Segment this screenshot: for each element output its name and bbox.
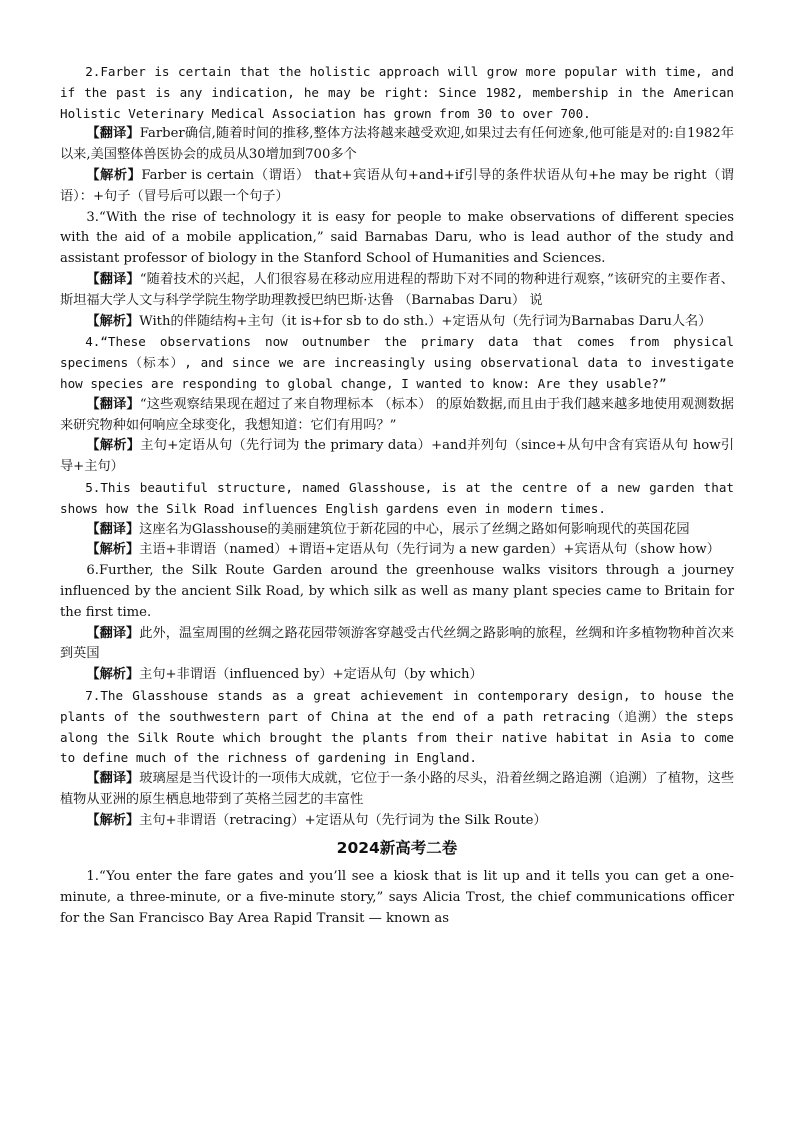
translation-tag: 【翻译】 [86,271,140,287]
english-sentence: 4.“These observations now outnumber the primary data that comes from physical specimens（标本）, and since we are increasingly using observational data to investigate how species are responding to global change, I wanted to know: Are they usable?” [60,334,734,391]
analysis-text: 主句+非谓语（influenced by）+定语从句（by which） [139,667,483,683]
analysis-tag: 【解析】 [86,667,140,683]
translation-text: 玻璃屋是当代设计的一项伟大成就，它位于一条小路的尽头，沿着丝绸之路追溯（追溯）了植物，这些植物从亚洲的原生栖息地带到了英格兰园艺的丰富性 [60,771,735,807]
tail-paragraph: 1.“You enter the fare gates and you’ll see a kiosk that is lit up and it tells you can get a one-minute, a three-minute, or a five-minute story,” says Alicia Trost, the chief communications officer for the San Francisco Bay Area Rapid Transit — known as [60,869,734,927]
analysis-tag: 【解析】 [86,313,140,329]
analysis-line [60,312,734,333]
analysis-line [60,166,734,208]
item-5 [60,478,734,561]
section-heading: 2024新高考二卷 [336,839,458,858]
english-sentence: 2.Farber is certain that the holistic approach will grow more popular with time, and if the past is any indication, he may be right: Since 1982, membership in the American Holistic Veterinary Medical Association has grown from 30 to over 700. [60,64,734,121]
translation-line [60,270,734,312]
english-sentence: 6.Further, the Silk Route Garden around the greenhouse walks visitors through a journey influenced by the ancient Silk Road, by which silk as well as many plant species came to Britain for the first time. [60,563,734,620]
analysis-text: 主句+非谓语（retracing）+定语从句（先行词为 the Silk Route） [139,812,547,828]
item-4 [60,332,734,478]
translation-line [60,624,734,666]
translation-line [60,395,734,437]
item-7 [60,686,734,832]
translation-line [60,124,734,166]
analysis-line [60,665,734,686]
analysis-text: Farber is certain（谓语） that+宾语从句+and+if引导的条件状语从句+he may be right（谓语）：+句子（冒号后可以跟一个句子） [60,167,735,204]
analysis-text: 主语+非谓语（named）+谓语+定语从句（先行词为 a new garden）+宾语从句（show how） [139,542,720,558]
english-sentence: 3.“With the rise of technology it is easy for people to make observations of different species with the aid of a mobile application,” said Barnabas Daru, who is lead author of the study and assistant professor of biology in the Stanford School of Humanities and Sciences. [60,209,734,267]
item-3 [60,208,734,333]
translation-line [60,769,734,811]
analysis-line [60,540,734,561]
analysis-tag: 【解析】 [86,438,141,454]
english-sentence: 5.This beautiful structure, named Glasshouse, is at the centre of a new garden that shows how the Silk Road influences English gardens even in modern times. [60,479,734,516]
translation-text: 这座名为Glasshouse的美丽建筑位于新花园的中心，展示了丝绸之路如何影响现代的英国花园 [139,521,690,537]
translation-text: 此外，温室周围的丝绸之路花园带领游客穿越受古代丝绸之路影响的旅程，丝绸和许多植物物种首次来到英国 [60,625,735,662]
translation-tag: 【翻译】 [86,126,140,142]
item-2 [60,62,734,208]
analysis-text: With的伴随结构+主句（it is+for sb to do sth.）+定语从句（先行词为Barnabas Daru人名） [139,313,712,329]
analysis-tag: 【解析】 [86,542,140,558]
item-6 [60,561,734,686]
analysis-text: 主句+定语从句（先行词为 the primary data）+and并列句（since+从句中含有宾语从句 how引导+主句） [60,438,735,475]
translation-tag: 【翻译】 [86,771,140,787]
analysis-line [60,436,734,478]
translation-text: “随着技术的兴起，人们很容易在移动应用进程的帮助下对不同的物种进行观察，”该研究的主要作者、斯坦福大学人文与科学学院生物学助理教授巴纳巴斯·达鲁 （Barnabas Daru） 说 [60,271,734,308]
translation-tag: 【翻译】 [86,521,140,537]
translation-tag: 【翻译】 [86,625,140,641]
translation-tag: 【翻译】 [86,396,140,412]
analysis-line [60,811,734,832]
translation-text: Farber确信,随着时间的推移,整体方法将越来越受欢迎,如果过去有任何迹象,他可能是对的:自1982年以来,美国整体兽医协会的成员从30增加到700多个 [60,126,735,163]
analysis-tag: 【解析】 [86,812,140,828]
translation-line [60,520,734,541]
analysis-tag: 【解析】 [86,167,142,183]
translation-text: “这些观察结果现在超过了来自物理标本 （标本） 的原始数据,而且由于我们越来越多地使用观测数据来研究物种如何响应全球变化，我想知道：它们有用吗？” [60,396,734,433]
english-sentence: 7.The Glasshouse stands as a great achievement in contemporary design, to house the plants of the southwestern part of China at the end of a path retracing（追溯）the steps along the Silk Route which brought the plants from their native habitat in Asia to come to define much of the richness of gardening in England. [60,687,734,766]
